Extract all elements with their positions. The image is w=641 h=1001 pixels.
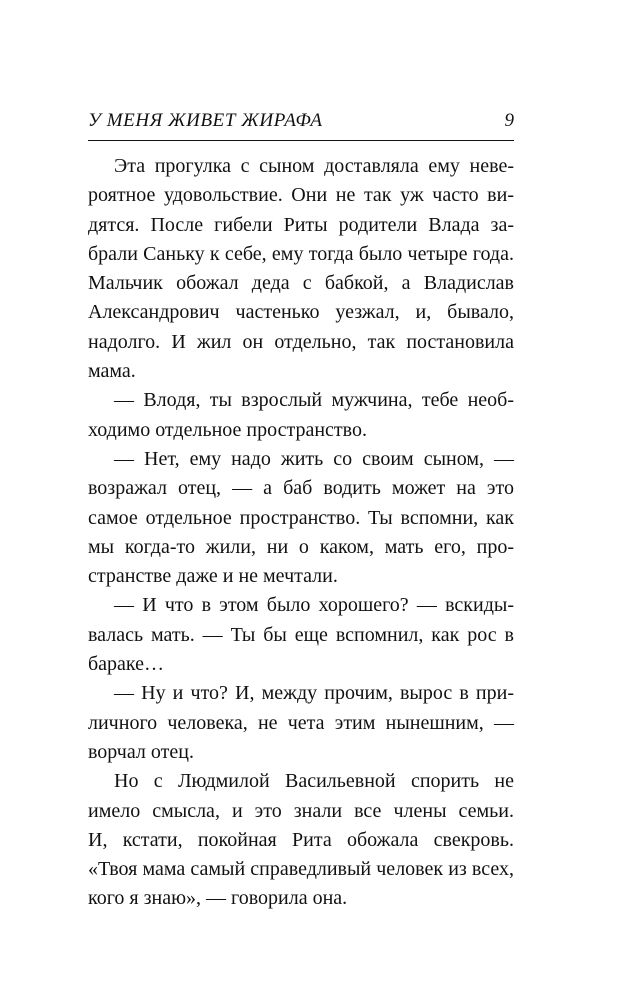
text-line: Но с Людмилой Васильевной спорить не xyxy=(114,770,514,793)
paragraph xyxy=(88,679,514,767)
text-line: мама. xyxy=(88,360,136,383)
text-line: личного человека, не чета этим нынешним, — xyxy=(88,711,514,734)
text-line: самое отдельное пространство. Ты вспомни, как xyxy=(88,506,514,529)
text-line: возражал отец, — а баб водить может на это xyxy=(88,477,514,500)
text-line: ходимо отдельное пространство. xyxy=(88,418,367,441)
text-line: Александрович частенько уезжал, и, бывало, xyxy=(88,301,514,324)
text-line: кого я знаю», — говорила она. xyxy=(88,887,348,910)
header-rule xyxy=(88,140,514,141)
text-line: ворчал отец. xyxy=(88,740,194,763)
paragraph xyxy=(88,386,514,445)
text-line: — Нет, ему надо жить со своим сыном, — xyxy=(114,447,514,470)
page-number: 9 xyxy=(504,110,514,131)
text-line: странстве даже и не мечтали. xyxy=(88,565,338,588)
text-line: мы когда-то жили, ни о каком, мать его, про- xyxy=(88,535,514,558)
paragraph xyxy=(88,591,514,679)
running-title: У МЕНЯ ЖИВЕТ ЖИРАФА xyxy=(88,110,323,131)
text-line: — Влодя, ты взрослый мужчина, тебе необ- xyxy=(114,389,514,412)
text-line: И, кстати, покойная Рита обожала свекровь. xyxy=(88,828,514,851)
text-line: брали Саньку к себе, ему тогда было четыре года. xyxy=(88,242,514,265)
text-line: роятное удовольствие. Они не так уж часто ви- xyxy=(88,184,514,207)
text-line: имело смысла, и это знали все члены семьи. xyxy=(88,799,514,822)
text-line: — И что в этом было хорошего? — вскиды- xyxy=(114,594,514,617)
text-line: бараке… xyxy=(88,653,165,676)
paragraph xyxy=(88,152,514,386)
text-line: надолго. И жил он отдельно, так постановила xyxy=(88,330,514,353)
text-line: — Ну и что? И, между прочим, вырос в при- xyxy=(114,682,514,705)
text-line: валась мать. — Ты бы еще вспомнил, как рос в xyxy=(88,623,514,646)
text-line: «Твоя мама самый справедливый человек из всех, xyxy=(88,858,514,881)
running-header xyxy=(88,110,514,136)
text-line: Мальчик обожал деда с бабкой, а Владислав xyxy=(88,272,514,295)
text-line: Эта прогулка с сыном доставляла ему неве- xyxy=(114,155,514,177)
paragraph xyxy=(88,445,514,591)
body-text xyxy=(88,152,514,914)
paragraph xyxy=(88,767,514,913)
text-line: дятся. После гибели Риты родители Влада за- xyxy=(88,213,514,236)
